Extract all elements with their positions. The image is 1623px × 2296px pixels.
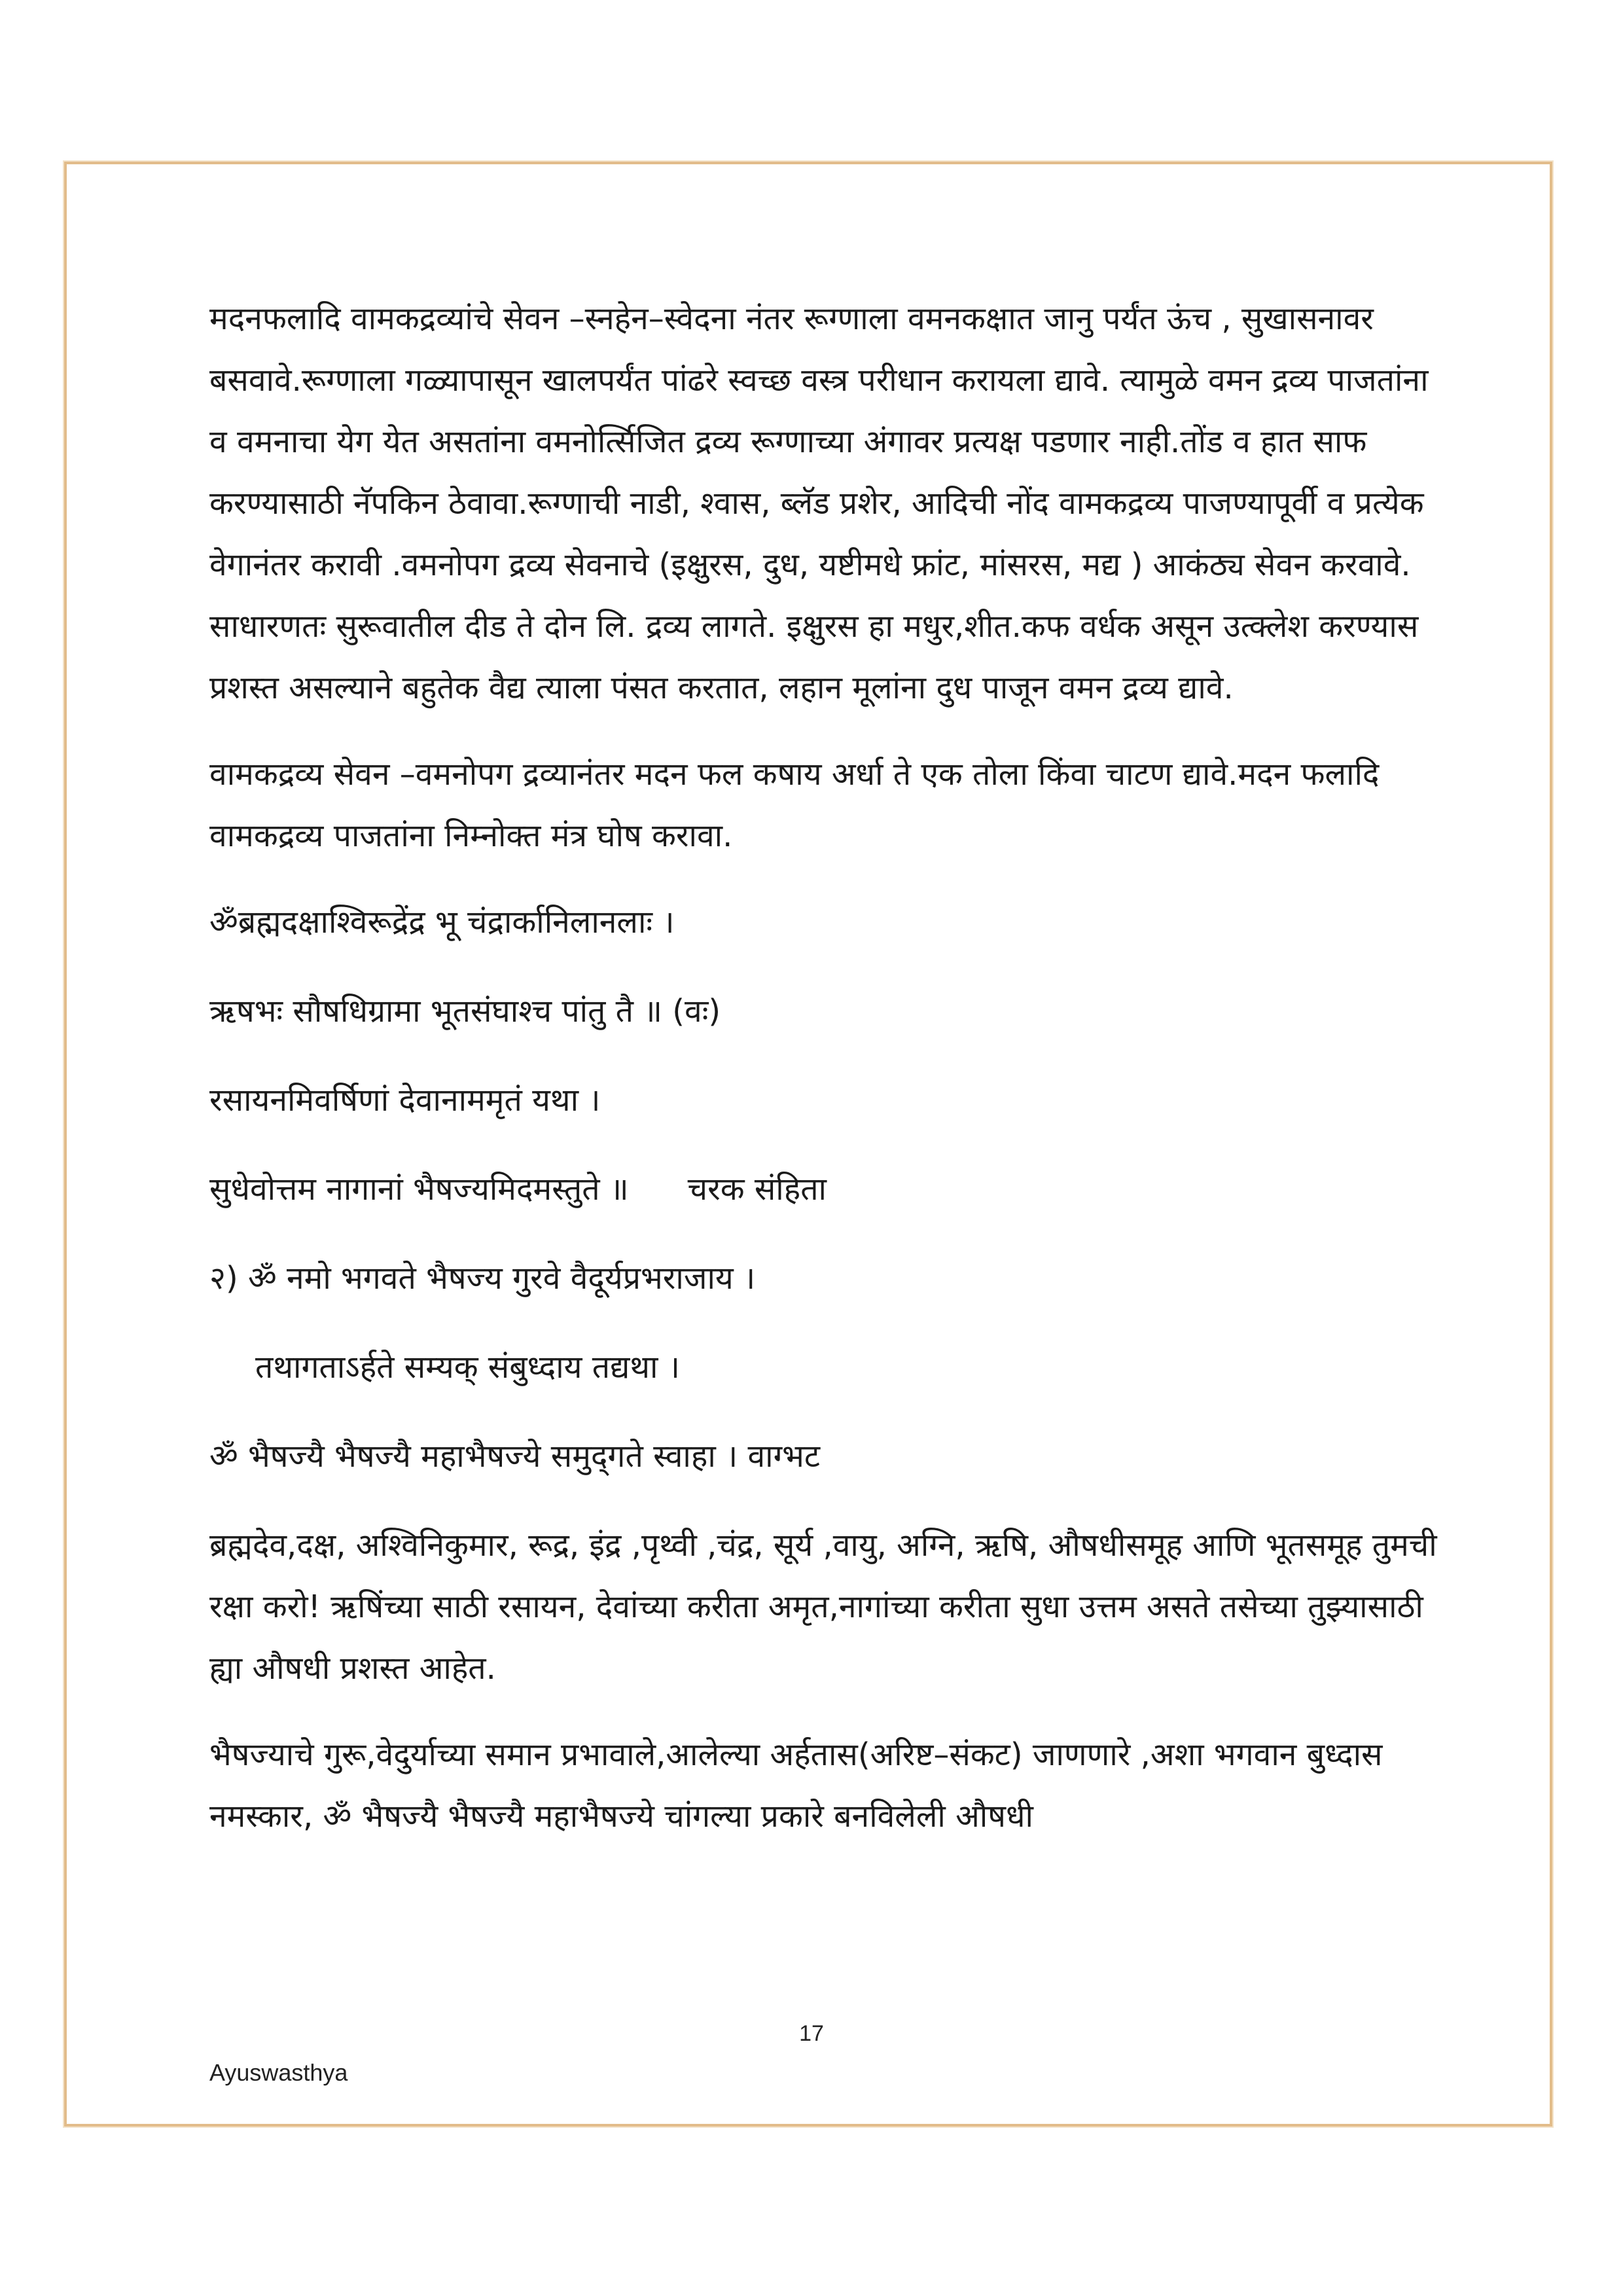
mantra-line-4-text: सुधेवोत्तम नागानां भैषज्यमिदमस्तुते ॥: [209, 1171, 629, 1208]
mantra-line-5: २) ॐ नमो भगवते भैषज्य गुरवे वैदूर्यप्रभराजाय ।: [209, 1260, 756, 1297]
document-body: [209, 288, 1453, 1872]
mantra-line-6: तथागताऽर्हते सम्यक् संबुध्दाय तद्यथा ।: [255, 1349, 680, 1386]
page-number: 17: [799, 2021, 824, 2046]
paragraph-bhaishajya-guru: भैषज्याचे गुरू,वेदुर्याच्या समान प्रभावाले,आलेल्या अर्हतास(अरिष्ट–संकट) जाणणारे ,अशा भगवान बुध्दास नमस्कार, ॐ भैषज्यै भैषज्यै महाभैषज्ये चांगल्या प्रकारे बनविलेली औषधी: [209, 1736, 1383, 1835]
mantra-line-2: ऋषभः सौषधिग्रामा भूतसंघाश्च पांतु तै ॥ (वः): [209, 993, 721, 1030]
mantra-line-7: ॐ भैषज्यै भैषज्यै महाभैषज्ये समुद्‌गते स्वाहा । वाग्भट: [209, 1438, 821, 1475]
mantra-source-charak: चरक संहिता: [687, 1171, 827, 1208]
mantra-line-3: रसायनमिवर्षिणां देवानाममृतं यथा ।: [209, 1082, 601, 1119]
footer-label: Ayuswasthya: [209, 2059, 348, 2086]
paragraph-vamanopag: वामकद्रव्य सेवन –वमनोपग द्रव्यानंतर मदन फल कषाय अर्धा ते एक तोला किंवा चाटण द्यावे.मदन फलादि वामकद्रव्य पाजतांना निम्नोक्त मंत्र घोष करावा.: [209, 756, 1380, 854]
mantra-line-1: ॐब्रह्मदक्षाश्विरूद्रेंद्र भू चंद्रार्कानिलानलाः ।: [209, 904, 675, 941]
mantra-line-4: [209, 1158, 1453, 1220]
paragraph-mantra-meaning: ब्रह्मदेव,दक्ष, अश्विनिकुमार, रूद्र, इंद्र ,पृथ्वी ,चंद्र, सूर्य ,वायु, अग्नि, ऋषि, औषधीसमूह आणि भूतसमूह तुमची रक्षा करो! ऋषिंच्या साठी रसायन, देवांच्या करीता अमृत,नागांच्या करीता सुधा उत्तम असते तसेच्या तुझ्यासाठी ह्या औषधी प्रशस्त आहेत.: [209, 1527, 1437, 1687]
paragraph-vamak-dravya-sevan: मदनफलादि वामकद्रव्यांचे सेवन –स्नहेन–स्वेदना नंतर रूग्णाला वमनकक्षात जानु पर्यंत ऊंच , सुखासनावर बसवावे.रूग्णाला गळ्यापासून खालपर्यंत पांढरे स्वच्छ वस्त्र परीधान करायला द्यावे. त्यामुळे वमन द्रव्य पाजतांना व वमनाचा येग येत असतांना वमनोर्त्सिजित द्रव्य रूग्णाच्या अंगावर प्रत्यक्ष पडणार नाही.तोंड व हात साफ करण्यासाठी नॅपकिन ठेवावा.रूग्णाची नाडी, श्वास, ब्लॅड प्रशेर, आदिची नोंद वामकद्रव्य पाजण्यापूर्वी व प्रत्येक वेगानंतर करावी .वमनोपग द्रव्य सेवनाचे (इक्षुरस, दुध, यष्टीमधे फ्रांट, मांसरस, मद्य ) आकंठ्य सेवन करवावे. साधारणतः सुरूवातील दीड ते दोन लि. द्रव्य लागते. इक्षुरस हा मधुर,शीत.कफ वर्धक असून उत्क्लेश करण्यास प्रशस्त असल्याने बहुतेक वैद्य त्याला पंसत करतात, लहान मूलांना दुध पाजून वमन द्रव्य द्यावे.: [209, 300, 1429, 706]
